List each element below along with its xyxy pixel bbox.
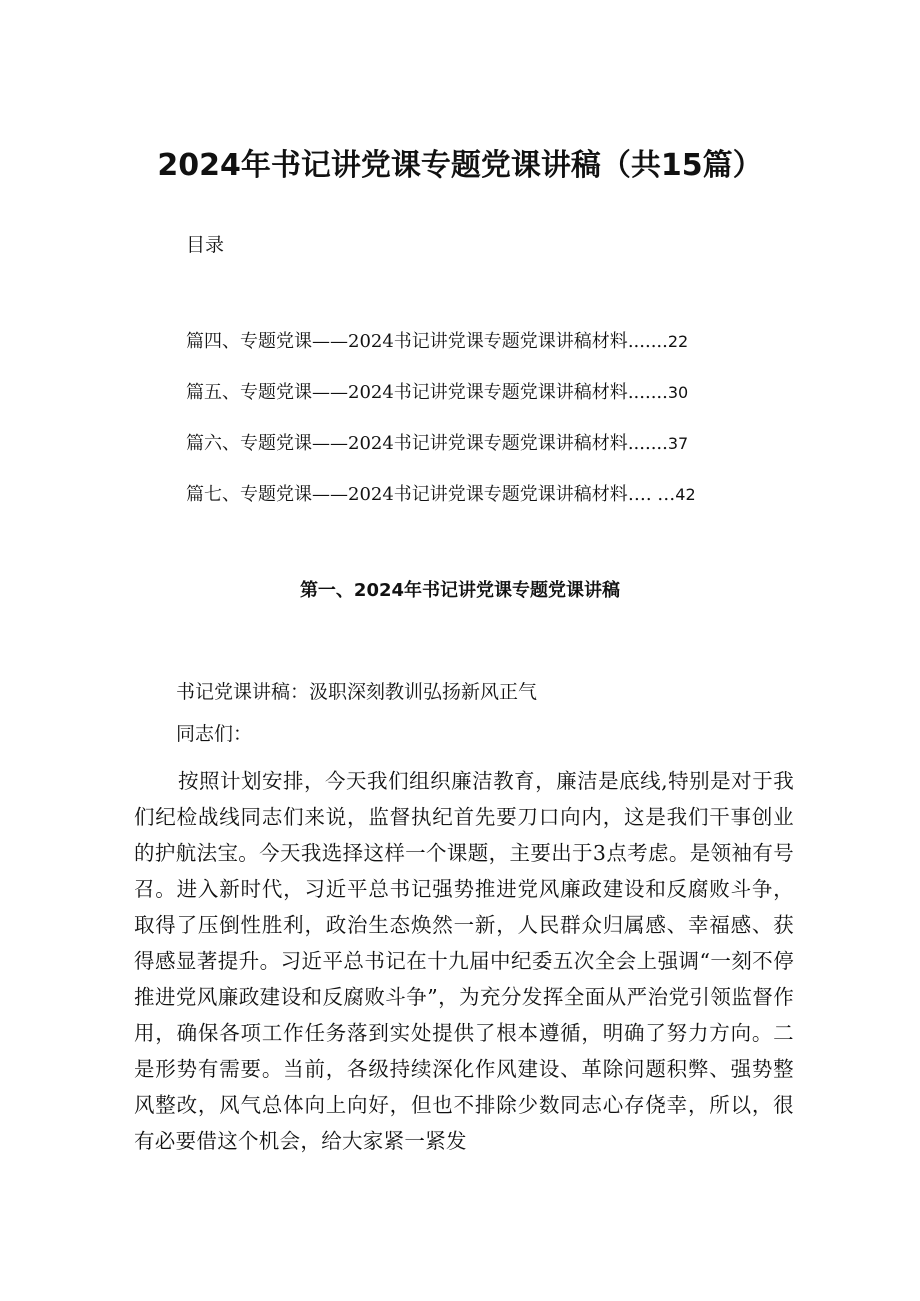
toc-entry-label: 篇六、专题党课——2024书记讲党课专题党课讲稿材料	[186, 433, 628, 454]
document-title: 2024年书记讲党课专题党课讲稿（共15篇）	[157, 148, 763, 183]
speech-title: 书记党课讲稿：汲职深刻教训弘扬新风正气	[176, 681, 538, 703]
toc-entry-label: 篇五、专题党课——2024书记讲党课专题党课讲稿材料	[186, 382, 628, 403]
toc-entry[interactable]	[186, 330, 696, 381]
toc-entry-label: 篇四、专题党课——2024书记讲党课专题党课讲稿材料	[186, 331, 628, 352]
section-heading: 第一、2024年书记讲党课专题党课讲稿	[299, 580, 621, 601]
toc-entry[interactable]	[186, 432, 696, 483]
toc-heading: 目录	[186, 234, 225, 256]
toc-entry-leader: .......	[627, 382, 668, 403]
salutation: 同志们：	[176, 723, 253, 745]
toc-entry-leader: …. …	[627, 484, 676, 505]
table-of-contents	[186, 330, 696, 534]
toc-entry[interactable]	[186, 381, 696, 432]
toc-entry-leader: .......	[627, 331, 668, 352]
toc-entry-page: 30	[667, 383, 689, 402]
toc-entry-leader: .......	[627, 433, 668, 454]
body-paragraph: 按照计划安排，今天我们组织廉洁教育，廉洁是底线,特别是对于我们纪检战线同志们来说，监督执纪首先要刀口向内，这是我们干事创业的护航法宝。今天我选择这样一个课题，主要出于3点考虑。是领袖有号召。进入新时代，习近平总书记强势推进党风廉政建设和反腐败斗争，取得了压倒性胜利，政治生态焕然一新，人民群众归属感、幸福感、获得感显著提升。习近平总书记在十九届中纪委五次全会上强调“一刻不停推进党风廉政建设和反腐败斗争”，为充分发挥全面从严治党引领监督作用，确保各项工作任务落到实处提供了根本遵循，明确了努力方向。二是形势有需要。当前，各级持续深化作风建设、革除问题积弊、强势整风整改，风气总体向上向好，但也不排除少数同志心存侥幸，所以，很有必要借这个机会，给大家紧一紧发	[134, 769, 794, 1153]
toc-entry-label: 篇七、专题党课——2024书记讲党课专题党课讲稿材料	[186, 484, 628, 505]
toc-entry-page: 37	[667, 434, 689, 453]
toc-entry[interactable]	[186, 483, 696, 534]
toc-entry-page: 22	[667, 332, 689, 351]
toc-entry-page: 42	[675, 485, 696, 504]
